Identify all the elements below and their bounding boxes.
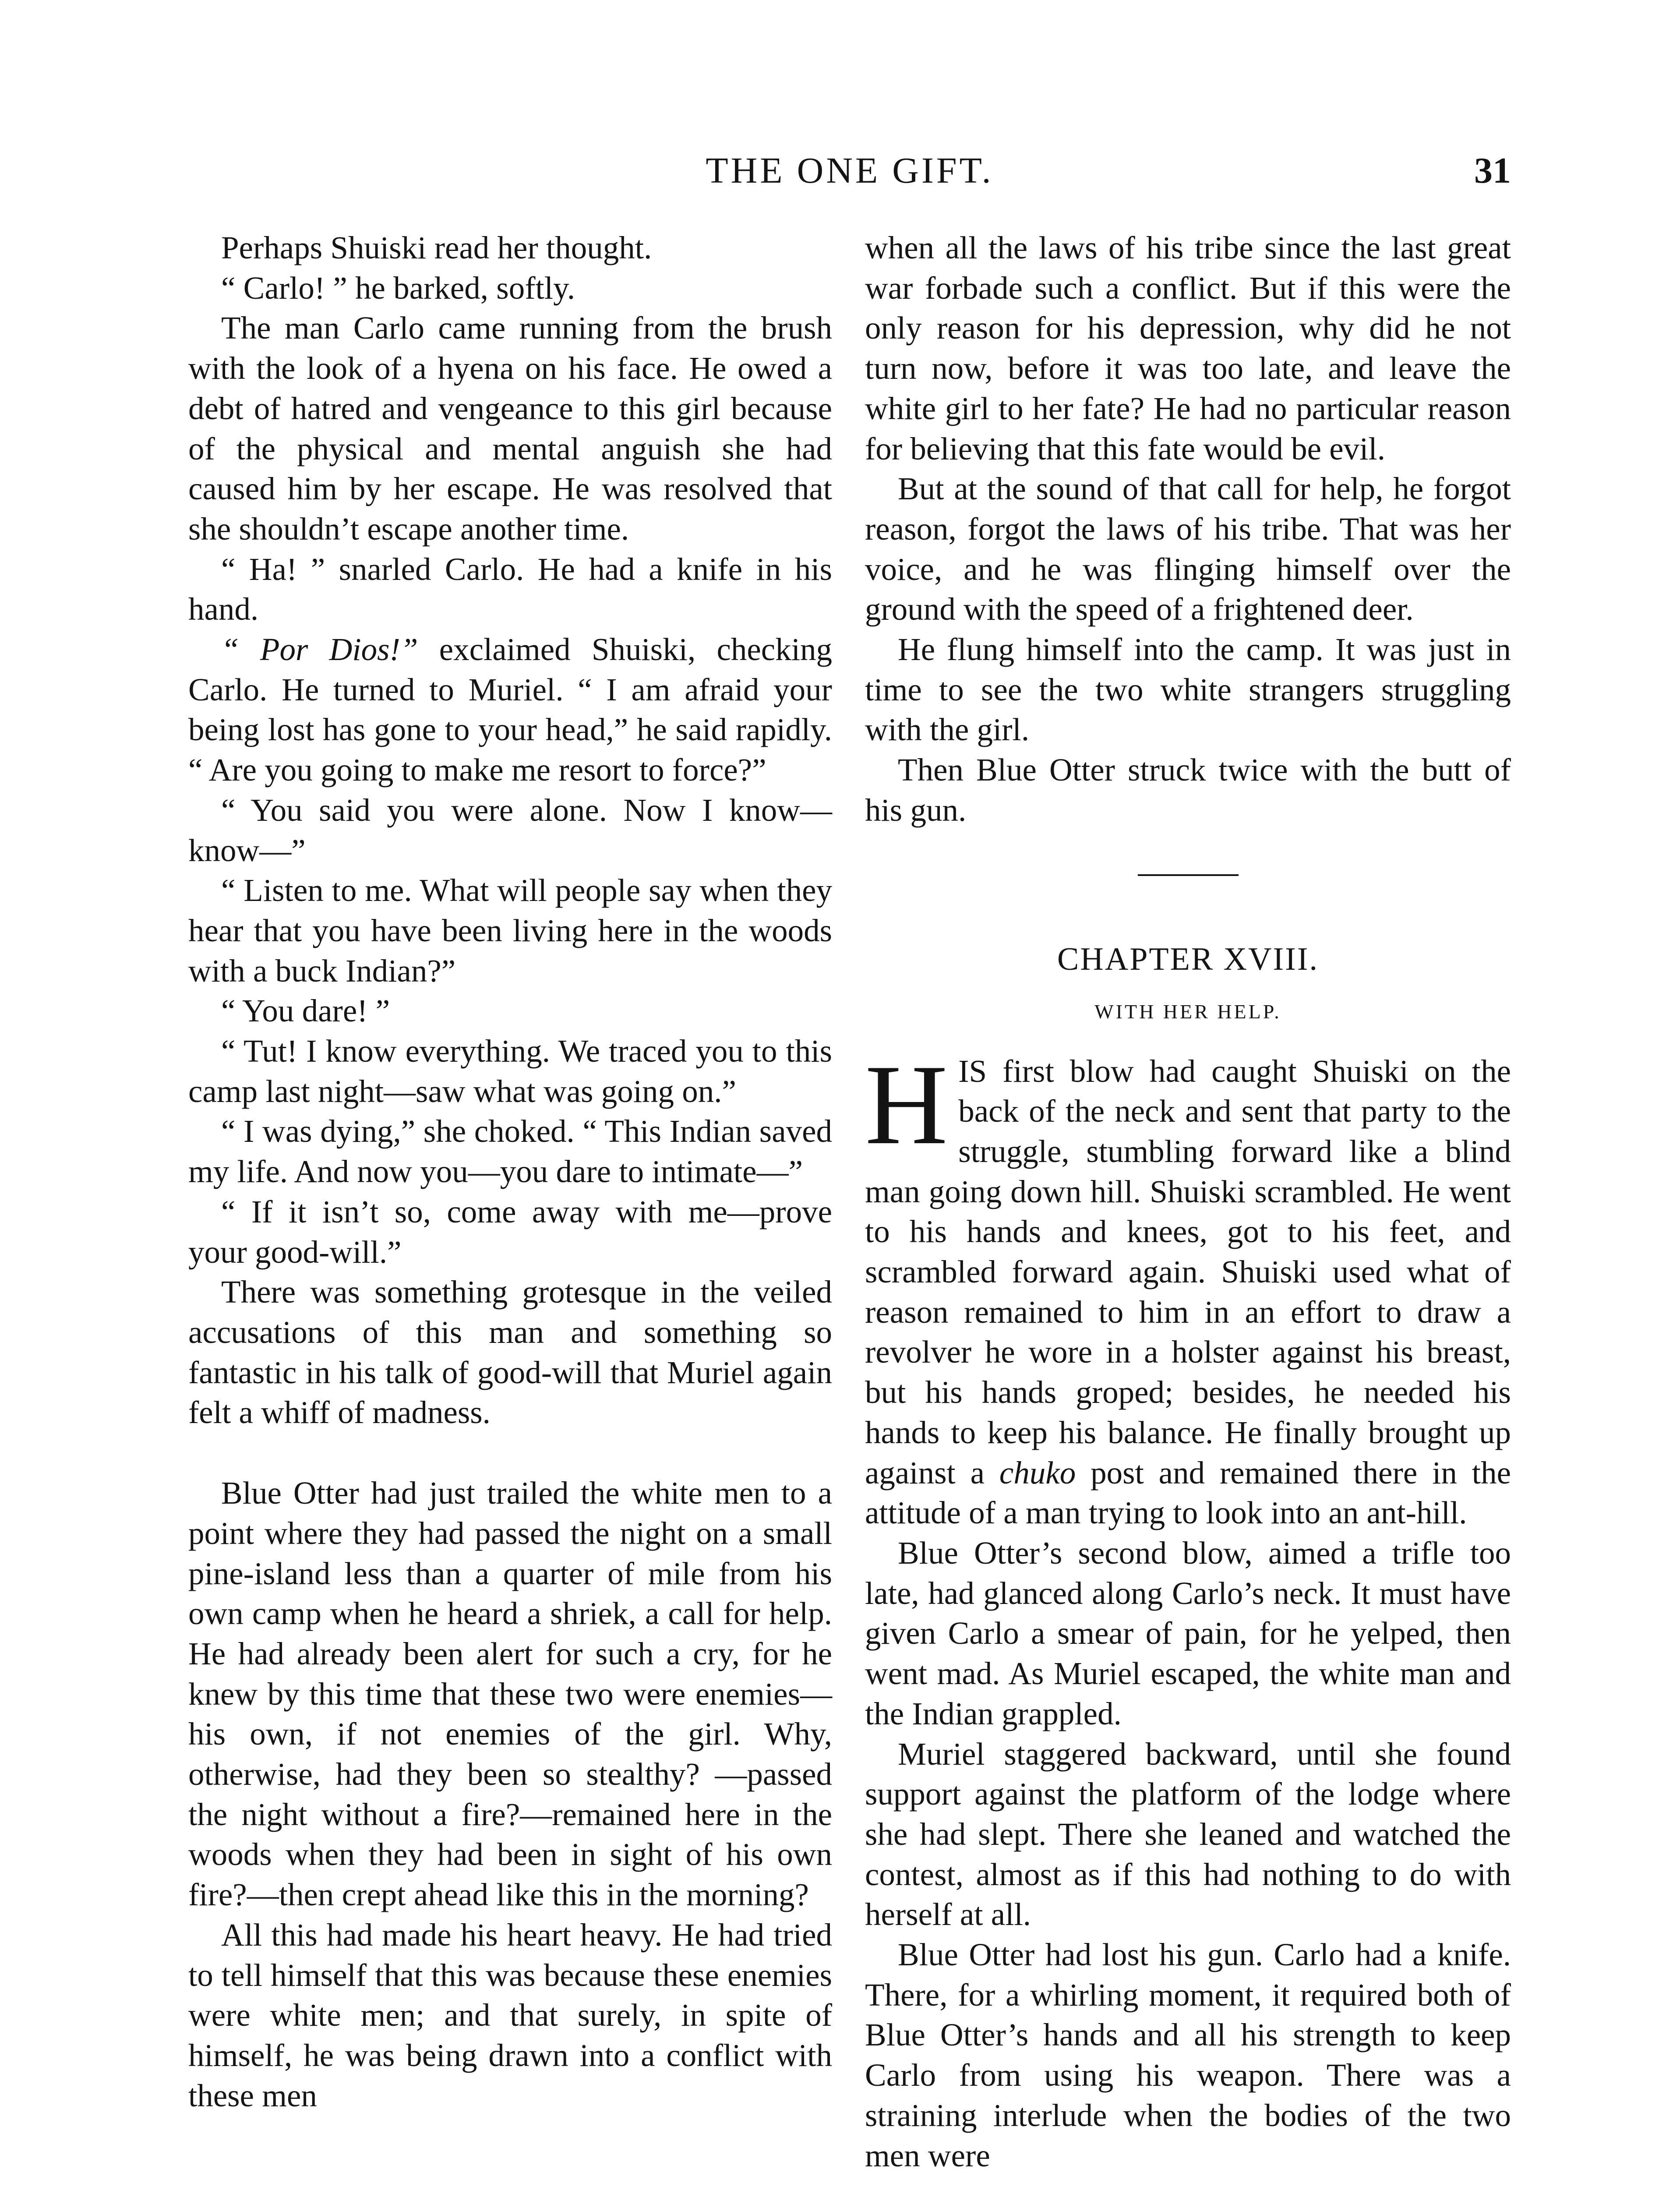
paragraph: “ You said you were alone. Now I know—know—”: [188, 792, 832, 868]
paragraph: Blue Otter’s second blow, aimed a trifle too late, had glanced along Carlo’s neck. It must have given Carlo a smear of pain, for he yelped, then went mad. As Muriel escaped, the white man and the Indian grappled.: [865, 1535, 1511, 1731]
paragraph-text: IS first blow had caught Shuiski on the back of the neck and sent that party to the struggle, stumbling forward like a blind man going down hill. Shuiski scrambled. He went to his hands and knees, got to his feet, and scrambled forward again. Shuiski used what of reason remained to him in an effort to draw a revolver he wore in a holster against his breast, but his hands groped; besides, he needed his hands to keep his balance. He finally brought up against a: [865, 1053, 1511, 1491]
paragraph: “ Carlo! ” he barked, softly.: [221, 270, 575, 306]
paragraph: But at the sound of that call for help, he forgot reason, forgot the laws of his tribe. That was her voice, and he was flinging himself over the ground with the speed of a frightened deer.: [865, 471, 1511, 627]
paragraph: [188, 629, 832, 790]
left-column: [188, 228, 832, 2116]
paragraph: All this had made his heart heavy. He had tried to tell himself that this was because these enemies were white men; and that surely, in spite of himself, he was being drawn into a conflict with these men: [188, 1917, 832, 2113]
drop-cap: H: [865, 1041, 948, 1168]
section-divider: [1138, 874, 1239, 876]
paragraph: “ Ha! ” snarled Carlo. He had a knife in his hand.: [188, 551, 832, 627]
paragraph: “ Listen to me. What will people say when they hear that you have been living here in the woods with a buck Indian?”: [188, 872, 832, 989]
running-head: THE ONE GIFT.: [706, 150, 994, 191]
chapter-first-paragraph: [865, 1041, 1511, 1533]
paragraph: Blue Otter had just trailed the white men to a point where they had passed the night on a small pine-island less than a quarter of mile from his own camp when he heard a shriek, a call for help. He had already been alert for such a cry, for he knew by this time that these two were enemies—his own, if not enemies of the girl. Why, otherwise, had they been so stealthy? —passed the night without a fire?—remained here in the woods when they had been in sight of his own fire?—then crept ahead like this in the morning?: [188, 1475, 832, 1913]
paragraph: when all the laws of his tribe since the last great war forbade such a conflict. But if this were the only reason for his depression, why did he not turn now, before it was too late, and leave the white girl to her fate? He had no particular reason for believing that this fate would be evil.: [865, 230, 1511, 466]
emphasis-text: “ Por Dios!”: [221, 632, 418, 668]
page-number: 31: [1474, 150, 1511, 191]
right-column: [865, 228, 1511, 2176]
paragraph: “ If it isn’t so, come away with me—prove your good-will.”: [188, 1194, 832, 1270]
paragraph: “ You dare! ”: [221, 993, 390, 1029]
paragraph: There was something grotesque in the veiled accusations of this man and something so fantastic in his talk of good-will that Muriel again felt a whiff of madness.: [188, 1274, 832, 1431]
paragraph: He flung himself into the camp. It was just in time to see the two white strangers struggling with the girl.: [865, 632, 1511, 748]
paragraph: The man Carlo came running from the brush with the look of a hyena on his face. He owed a debt of hatred and vengeance to this girl because of the physical and mental anguish she had caused him by her escape. He was resolved that she shouldn’t escape another time.: [188, 310, 832, 547]
chapter-subtitle: WITH HER HELP.: [1094, 1000, 1281, 1023]
paragraph: “ Tut! I know everything. We traced you to this camp last night—saw what was going on.”: [188, 1033, 832, 1109]
paragraph: Blue Otter had lost his gun. Carlo had a knife. There, for a whirling moment, it required both of Blue Otter’s hands and all his strength to keep Carlo from using his weapon. There was a straining interlude when the bodies of the two men were: [865, 1937, 1511, 2173]
paragraph: Perhaps Shuiski read her thought.: [221, 230, 652, 265]
paragraph: Then Blue Otter struck twice with the butt of his gun.: [865, 752, 1511, 828]
page-header: [188, 145, 1511, 197]
emphasis-text: chuko: [999, 1455, 1076, 1491]
paragraph: Muriel staggered backward, until she found support against the platform of the lodge where she had slept. There she leaned and watched the contest, almost as if this had nothing to do with herself at all.: [865, 1736, 1511, 1932]
paragraph-text: post and remained there in the attitude of a man trying to look into an ant-hill.: [865, 1455, 1511, 1531]
paragraph: “ I was dying,” she choked. “ This Indian saved my life. And now you—you dare to intimate—”: [188, 1113, 832, 1190]
chapter-heading: CHAPTER XVIII.: [1057, 941, 1319, 977]
paragraph-text: exclaimed Shuiski, checking Carlo. He turned to Muriel. “ I am afraid your being lost has gone to your head,” he said rapidly. “ Are you going to make me resort to force?”: [188, 632, 832, 788]
